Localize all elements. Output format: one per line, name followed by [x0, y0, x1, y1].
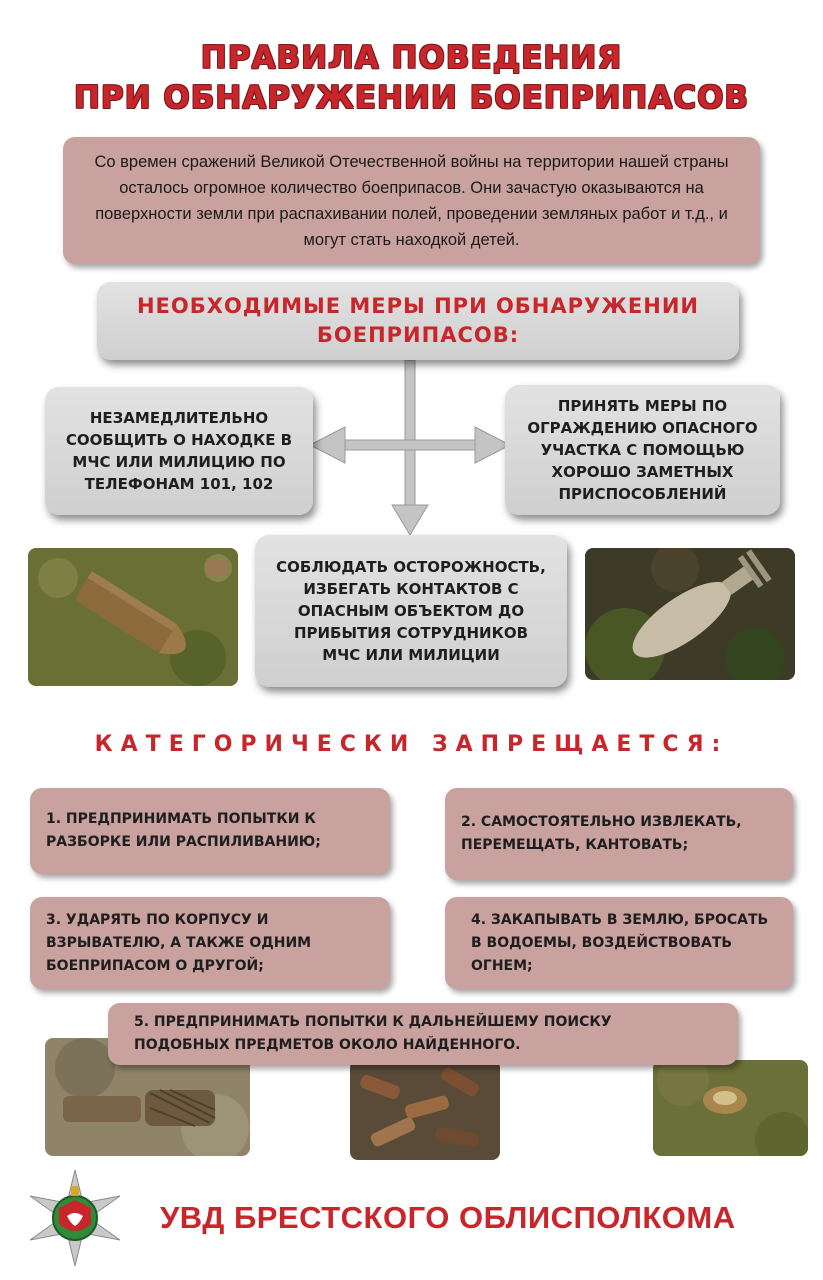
rule-3	[30, 897, 390, 989]
rule-3-text: 3. УДАРЯТЬ ПО КОРПУСУ И ВЗРЫВАТЕЛЮ, А ТАКЖЕ ОДНИМ БОЕПРИПАСОМ О ДРУГОЙ;	[46, 911, 312, 974]
page-title-line2: ПРИ ОБНАРУЖЕНИИ БОЕПРИПАСОВ	[73, 80, 750, 116]
measures-heading: НЕОБХОДИМЫЕ МЕРЫ ПРИ ОБНАРУЖЕНИИ БОЕПРИПАСОВ:	[136, 294, 699, 347]
org-name: УВД БРЕСТСКОГО ОБЛИСПОЛКОМА	[160, 1200, 736, 1235]
measure-fence-text: ПРИНЯТЬ МЕРЫ ПО ОГРАЖДЕНИЮ ОПАСНОГО УЧАСТКА С ПОМОЩЬЮ ХОРОШО ЗАМЕТНЫХ ПРИСПОСОБЛЕНИЙ	[527, 397, 758, 503]
rule-1-text: 1. ПРЕДПРИНИМАТЬ ПОПЫТКИ К РАЗБОРКЕ ИЛИ РАСПИЛИВАНИЮ;	[46, 811, 321, 850]
forbidden-heading: КАТЕГОРИЧЕСКИ ЗАПРЕЩАЕТСЯ:	[94, 732, 729, 757]
shell-photo	[28, 548, 238, 686]
measure-report-text: НЕЗАМЕДЛИТЕЛЬНО СООБЩИТЬ О НАХОДКЕ В МЧС ИЛИ МИЛИЦИЮ ПО ТЕЛЕФОНАМ 101, 102	[65, 409, 293, 493]
measure-report-box	[45, 387, 313, 515]
mine-photo	[585, 548, 795, 680]
rule-4-text: 4. ЗАКАПЫВАТЬ В ЗЕМЛЮ, БРОСАТЬ В ВОДОЕМЫ, ВОЗДЕЙСТВОВАТЬ ОГНЕМ;	[471, 911, 769, 974]
measure-fence-box	[505, 385, 780, 515]
police-emblem-icon	[25, 1168, 125, 1268]
rule-2-text: 2. САМОСТОЯТЕЛЬНО ИЗВЛЕКАТЬ, ПЕРЕМЕЩАТЬ, КАНТОВАТЬ;	[461, 814, 742, 853]
intro-text: Со времен сражений Великой Отечественной войны на территории нашей страны осталось огромное количество боеприпасов. Они зачастую оказываются на поверхности земли при распахивании полей, проведении земляных работ и т.д., и могут стать находкой детей.	[94, 152, 729, 249]
measures-heading-box	[97, 282, 739, 360]
measure-caution-text: СОБЛЮДАТЬ ОСТОРОЖНОСТЬ, ИЗБЕГАТЬ КОНТАКТОВ С ОПАСНЫМ ОБЪЕКТОМ ДО ПРИБЫТИЯ СОТРУДНИКОВ МЧС ИЛИ МИЛИЦИИ	[276, 558, 546, 664]
page-title-line1: ПРАВИЛА ПОВЕДЕНИЯ	[200, 40, 623, 76]
rule-5	[108, 1003, 738, 1065]
landmine-photo	[653, 1060, 808, 1156]
rule-2	[445, 788, 793, 880]
ammo-pile-photo	[350, 1060, 500, 1160]
rule-4	[445, 897, 793, 989]
measure-caution-box	[255, 535, 567, 687]
rule-1	[30, 788, 390, 874]
rule-5-text: 5. ПРЕДПРИНИМАТЬ ПОПЫТКИ К ДАЛЬНЕЙШЕМУ ПОИСКУ ПОДОБНЫХ ПРЕДМЕТОВ ОКОЛО НАЙДЕННОГО.	[134, 1014, 612, 1053]
